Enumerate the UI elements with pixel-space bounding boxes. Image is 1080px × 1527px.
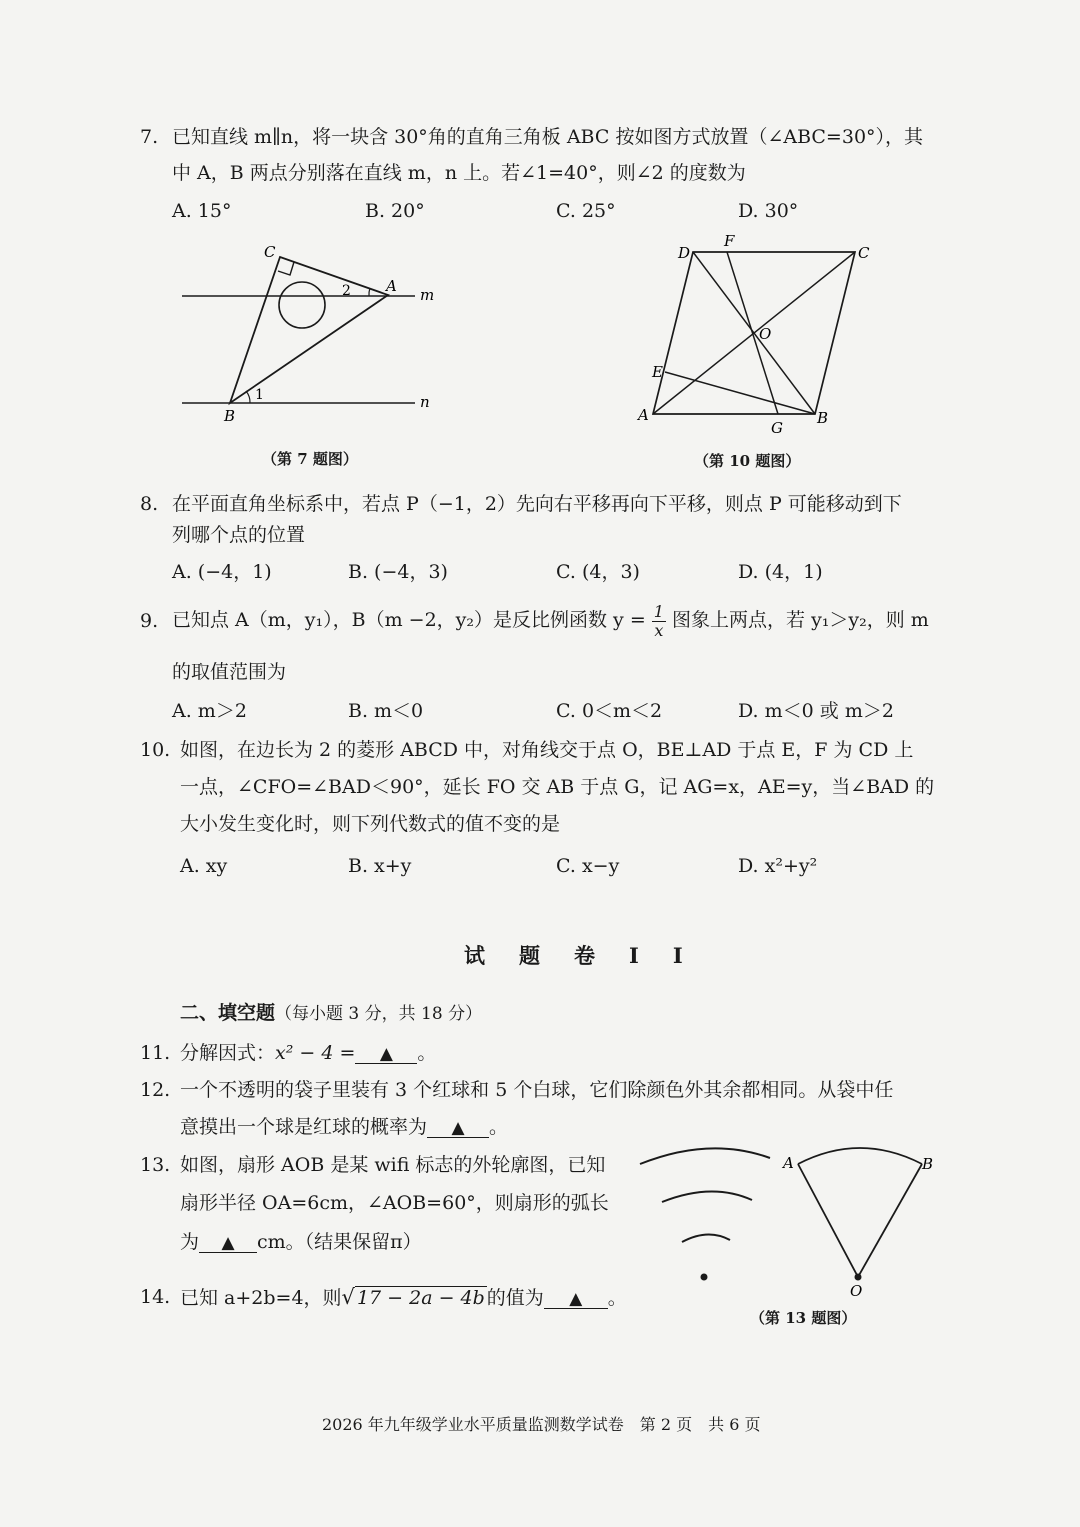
q9-text-line1	[172, 600, 929, 640]
q9-fraction-numerator: 1	[653, 601, 664, 621]
q12-text-post: 。	[489, 1116, 509, 1138]
q12-text-line1: 一个不透明的袋子里装有 3 个红球和 5 个白球，它们除颜色外其余都相同。从袋中任	[180, 1079, 894, 1101]
q14-answer-blank[interactable]	[544, 1289, 608, 1309]
q8-option-c: C. (4，3)	[556, 561, 640, 583]
q12-text-line2	[180, 1118, 508, 1138]
q10-number: 10.	[140, 739, 171, 761]
q7-option-c: C. 25°	[556, 200, 616, 222]
q9-text-post: 图象上两点，若 y₁＞y₂，则 m	[672, 609, 929, 631]
wifi-arc-inner	[682, 1234, 730, 1242]
label-g: G	[771, 419, 783, 437]
q14-blank-marker: ▲	[569, 1289, 583, 1309]
q10-text-line2: 一点，∠CFO=∠BAD＜90°，延长 FO 交 AB 于点 G，记 AG=x，AE=y，当∠BAD 的	[180, 776, 935, 798]
label-a: A	[783, 1154, 794, 1172]
q13-text-post: cm。（结果保留π）	[257, 1231, 422, 1253]
triangle-hole	[279, 282, 325, 328]
q8-option-a: A. (−4，1)	[172, 561, 272, 583]
sector-radius-oa	[798, 1164, 858, 1277]
q12-answer-blank[interactable]	[427, 1118, 489, 1138]
q14-radicand: 17 − 2a − 4b	[356, 1287, 485, 1309]
q12-text-pre: 意摸出一个球是红球的概率为	[180, 1116, 428, 1138]
q12-number: 12.	[140, 1079, 171, 1101]
q14-number: 14.	[140, 1286, 171, 1308]
q8-number: 8.	[140, 493, 159, 515]
q9-option-c: C. 0＜m＜2	[556, 700, 663, 722]
q7-number: 7.	[140, 126, 159, 148]
angle-2-arc	[369, 288, 370, 296]
q9-option-b: B. m＜0	[348, 700, 424, 722]
q10-option-a: A. xy	[180, 855, 228, 877]
q9-number: 9.	[140, 610, 159, 632]
angle-1-arc	[246, 391, 250, 403]
q11-expression: x² − 4 =	[275, 1042, 356, 1064]
label-n: n	[420, 393, 430, 411]
label-m: m	[420, 286, 435, 304]
sqrt-symbol: √	[341, 1285, 355, 1309]
q9-option-d: D. m＜0 或 m＞2	[738, 700, 894, 722]
q13-text-line1: 如图，扇形 AOB 是某 wifi 标志的外轮廓图，已知	[180, 1154, 606, 1176]
figure-q7	[170, 235, 450, 430]
q11-answer-blank[interactable]	[355, 1044, 417, 1064]
label-f: F	[724, 232, 735, 250]
q8-option-b: B. (−4，3)	[348, 561, 448, 583]
q10-option-c: C. x−y	[556, 855, 620, 877]
right-angle-mark	[278, 262, 294, 275]
q14-text-end: 。	[607, 1287, 627, 1309]
q12-blank-marker: ▲	[451, 1118, 465, 1138]
page-footer: 2026 年九年级学业水平质量监测数学试卷 第 2 页 共 6 页	[322, 1415, 761, 1434]
sector-point-o	[855, 1274, 862, 1281]
q11-text	[180, 1044, 436, 1064]
label-b: B	[922, 1155, 934, 1173]
label-a: A	[386, 277, 397, 295]
q7-option-b: B. 20°	[365, 200, 425, 222]
label-b: B	[224, 407, 236, 425]
label-a: A	[638, 406, 649, 424]
q10-text-line3: 大小发生变化时，则下列代数式的值不变的是	[180, 813, 561, 835]
q10-option-d: D. x²+y²	[738, 855, 818, 877]
q9-fraction-denominator: x	[654, 620, 664, 640]
diagonal-bd	[693, 252, 815, 414]
q11-blank-marker: ▲	[379, 1044, 393, 1064]
q14-text-pre: 已知 a+2b=4，则	[180, 1287, 342, 1309]
triangle-abc	[230, 257, 388, 403]
q11-text-pre: 分解因式：	[180, 1042, 276, 1064]
section-heading-note: （每小题 3 分，共 18 分）	[275, 1004, 483, 1024]
label-1: 1	[255, 387, 264, 403]
q8-option-d: D. (4，1)	[738, 561, 823, 583]
q9-option-a: A. m＞2	[172, 700, 247, 722]
wifi-dot	[701, 1274, 708, 1281]
section-heading	[180, 998, 482, 1025]
q7-option-a: A. 15°	[172, 200, 232, 222]
caption-q13-figure: （第 13 题图）	[750, 1309, 857, 1327]
q9-text-line2: 的取值范围为	[172, 661, 287, 683]
q13-number: 13.	[140, 1154, 171, 1176]
q10-text-line1: 如图，在边长为 2 的菱形 ABCD 中，对角线交于点 O，BE⊥AD 于点 E，F 为 CD 上	[180, 739, 914, 761]
sector-radius-ob	[858, 1164, 922, 1277]
q13-answer-blank[interactable]	[199, 1233, 257, 1253]
q7-text-line2: 中 A，B 两点分别落在直线 m，n 上。若∠1=40°，则∠2 的度数为	[172, 162, 746, 184]
label-c: C	[264, 243, 276, 261]
q13-blank-marker: ▲	[221, 1233, 235, 1253]
q11-number: 11.	[140, 1042, 171, 1064]
label-o: O	[850, 1282, 863, 1300]
q8-text-line2: 列哪个点的位置	[172, 524, 306, 546]
label-o: O	[759, 325, 772, 343]
q13-text-pre: 为	[180, 1231, 200, 1253]
label-d: D	[678, 244, 691, 262]
q10-option-b: B. x+y	[348, 855, 412, 877]
wifi-arc-middle	[662, 1191, 752, 1202]
q13-text-line3	[180, 1233, 422, 1253]
q9-fraction	[652, 603, 666, 639]
segment-be	[665, 372, 815, 414]
q13-text-line2: 扇形半径 OA=6cm，∠AOB=60°，则扇形的弧长	[180, 1192, 609, 1214]
q7-text-line1: 已知直线 m∥n，将一块含 30°角的直角三角板 ABC 按如图方式放置（∠ABC=30°），其	[172, 126, 924, 148]
figure-q10	[630, 232, 880, 442]
section-title: 试题卷II	[464, 943, 717, 968]
q14-text	[180, 1284, 627, 1311]
q8-text-line1: 在平面直角坐标系中，若点 P（−1，2）先向右平移再向下平移，则点 P 可能移动到下	[172, 493, 902, 515]
q14-text-post: 的值为	[486, 1287, 544, 1309]
sector-arc-ab	[798, 1148, 922, 1164]
label-c: C	[858, 244, 870, 262]
caption-q10-figure: （第 10 题图）	[694, 452, 801, 470]
q11-text-post: 。	[417, 1042, 437, 1064]
figure-q13	[630, 1140, 950, 1305]
caption-q7-figure: （第 7 题图）	[262, 450, 358, 468]
q7-option-d: D. 30°	[738, 200, 799, 222]
wifi-arc-outer	[640, 1148, 770, 1164]
section-heading-label: 二、填空题	[180, 1002, 276, 1024]
q9-text-pre: 已知点 A（m，y₁），B（m −2，y₂）是反比例函数 y =	[172, 609, 646, 631]
label-2: 2	[342, 283, 351, 299]
label-b: B	[817, 409, 829, 427]
label-e: E	[652, 363, 663, 381]
